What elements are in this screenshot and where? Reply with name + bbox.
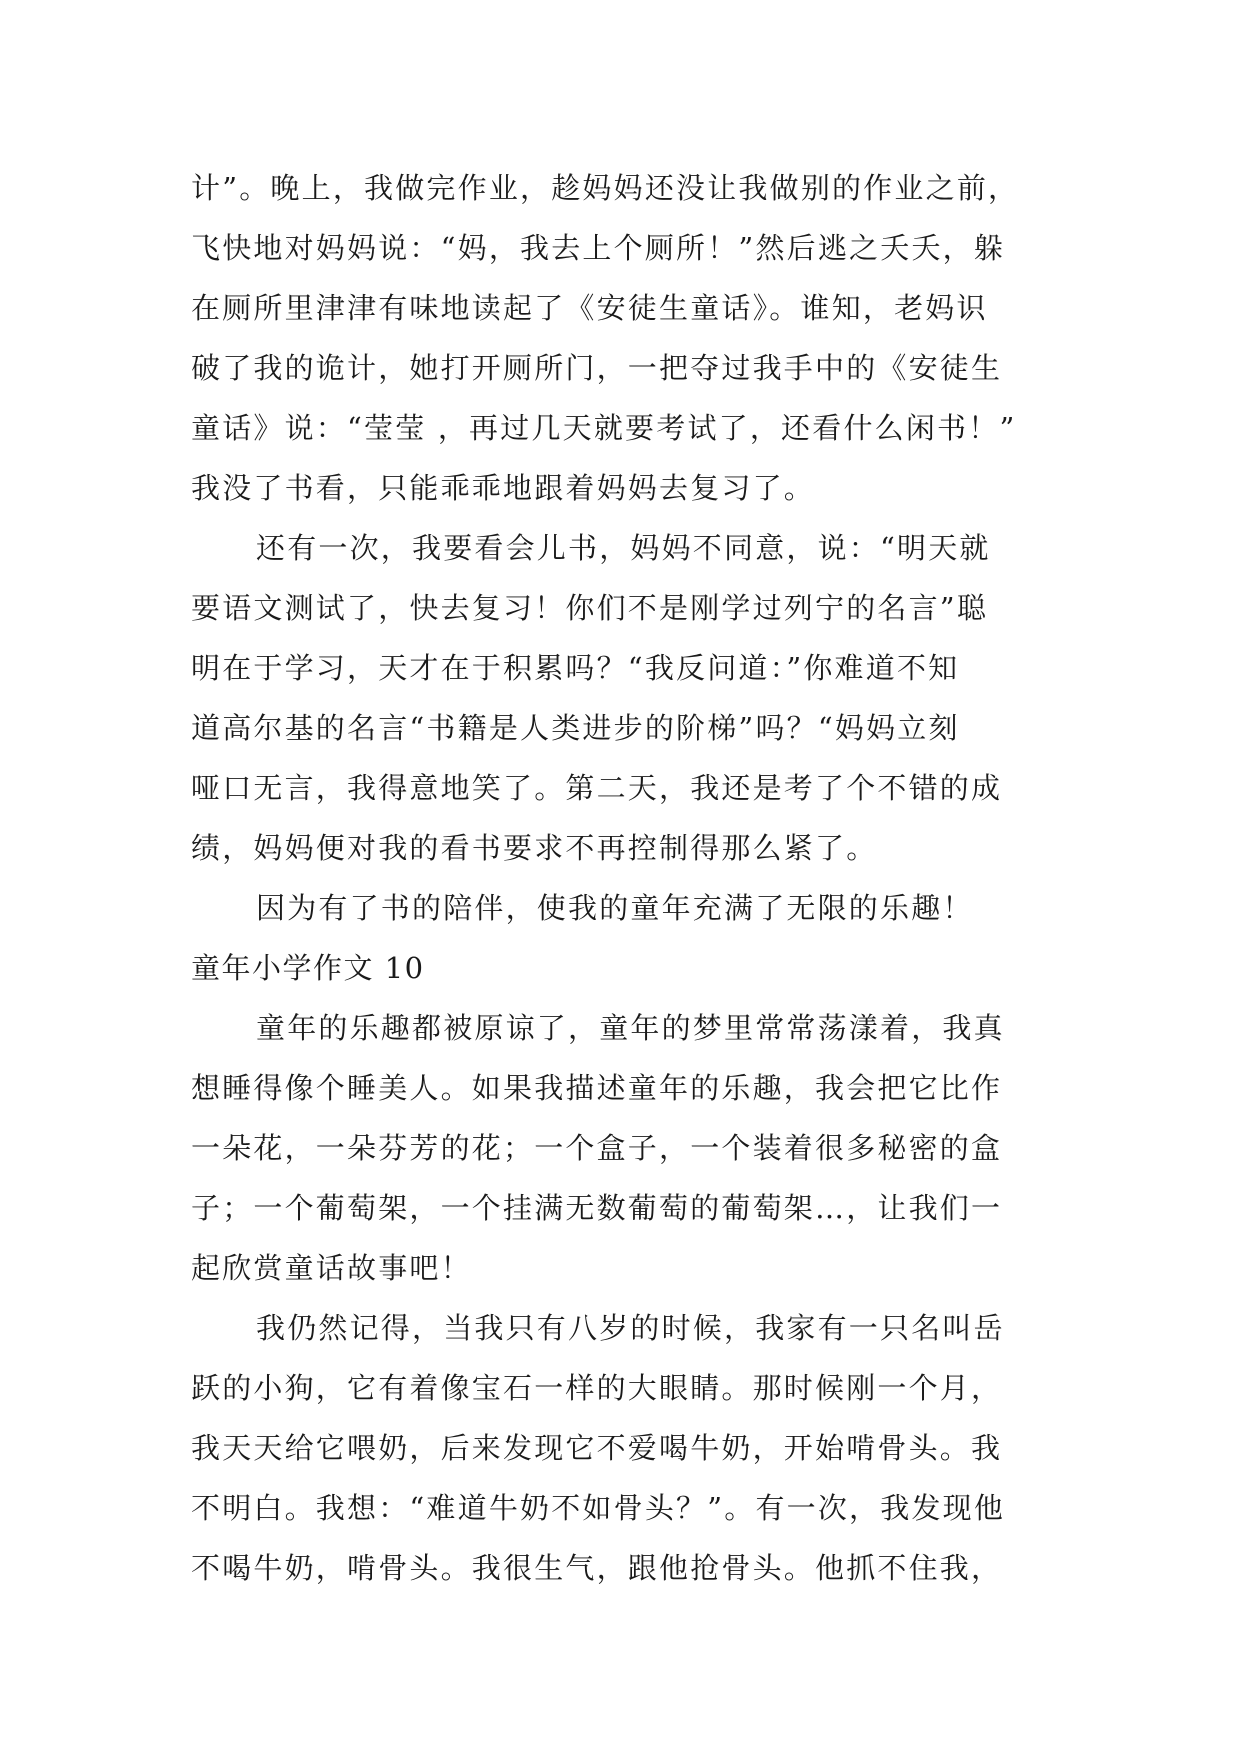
paragraph-first-line: 童年的乐趣都被原谅了，童年的梦里常常荡漾着，我真 — [256, 1011, 1005, 1045]
document-page — [191, 158, 1051, 1598]
text-line: 道高尔基的名言“书籍是人类进步的阶梯”吗？“妈妈立刻 — [191, 711, 960, 745]
text-line: 计”。晚上，我做完作业，趁妈妈还没让我做别的作业之前， — [191, 171, 1020, 205]
text-line: 不喝牛奶，啃骨头。我很生气，跟他抢骨头。他抓不住我， — [191, 1551, 1003, 1585]
text-line: 飞快地对妈妈说：“妈，我去上个厕所！”然后逃之夭夭，躲 — [191, 231, 1006, 265]
text-line: 子；一个葡萄架，一个挂满无数葡萄的葡萄架…，让我们一 — [191, 1191, 1003, 1225]
text-line: 想睡得像个睡美人。如果我描述童年的乐趣，我会把它比作 — [191, 1071, 1003, 1105]
text-line: 不明白。我想：“难道牛奶不如骨头？”。有一次，我发现他 — [191, 1491, 1006, 1525]
paragraph-first-line: 还有一次，我要看会儿书，妈妈不同意，说：“明天就 — [256, 531, 991, 565]
text-line: 童话》说：“莹莹 ，再过几天就要考试了，还看什么闲书！” — [191, 411, 1017, 445]
text-line: 我天天给它喂奶，后来发现它不爱喝牛奶，开始啃骨头。我 — [191, 1431, 1003, 1465]
text-line: 要语文测试了，快去复习！你们不是刚学过列宁的名言”聪 — [191, 591, 989, 625]
text-line: 一朵花，一朵芬芳的花；一个盒子，一个装着很多秘密的盒 — [191, 1131, 1003, 1165]
text-line: 破了我的诡计，她打开厕所门，一把夺过我手中的《安徒生 — [191, 351, 1003, 385]
text-line: 哑口无言，我得意地笑了。第二天，我还是考了个不错的成 — [191, 771, 1003, 805]
paragraph-first-line: 因为有了书的陪伴，使我的童年充满了无限的乐趣！ — [256, 891, 974, 925]
text-line: 起欣赏童话故事吧！ — [191, 1251, 472, 1285]
section-heading: 童年小学作文 10 — [191, 951, 425, 985]
text-line: 在厕所里津津有味地读起了《安徒生童话》。谁知，老妈识 — [191, 291, 988, 325]
text-line: 明在于学习，天才在于积累吗？“我反问道：”你难道不知 — [191, 651, 960, 685]
text-line: 跃的小狗，它有着像宝石一样的大眼睛。那时候刚一个月， — [191, 1371, 1003, 1405]
text-line: 我没了书看，只能乖乖地跟着妈妈去复习了。 — [191, 471, 816, 505]
text-line: 绩，妈妈便对我的看书要求不再控制得那么紧了。 — [191, 831, 878, 865]
paragraph-first-line: 我仍然记得，当我只有八岁的时候，我家有一只名叫岳 — [256, 1311, 1005, 1345]
